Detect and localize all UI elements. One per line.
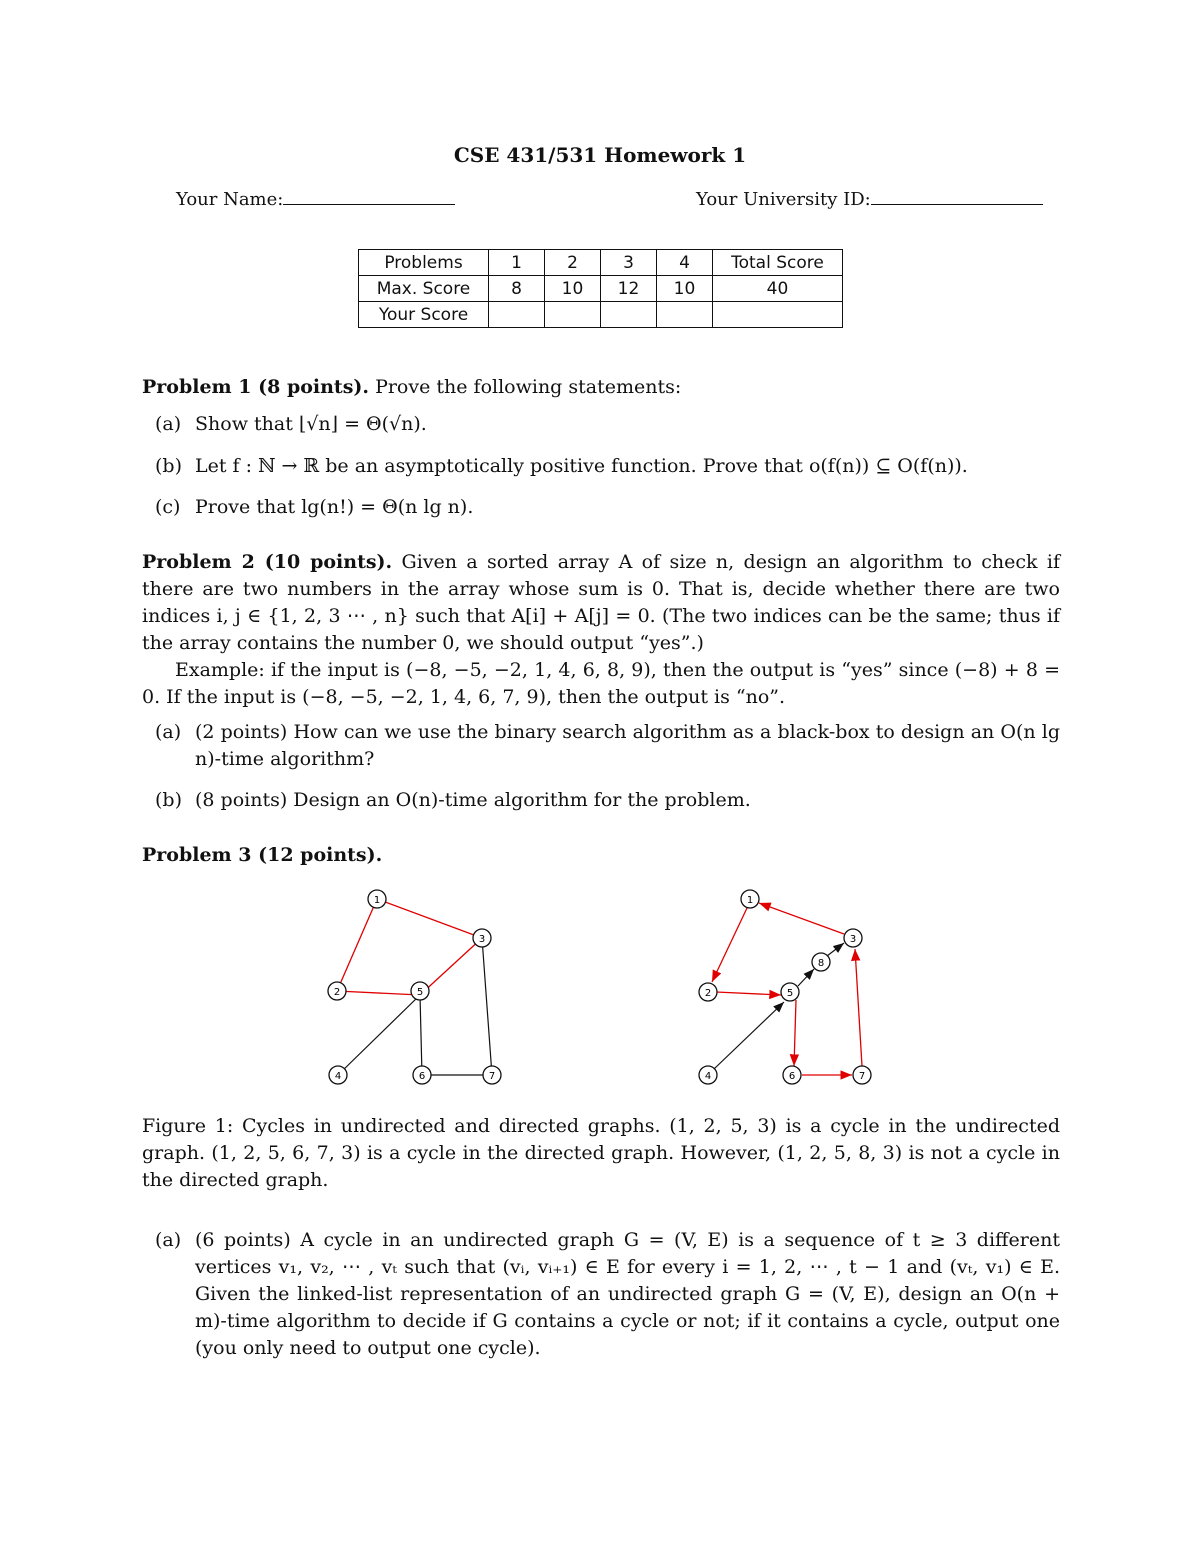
table-cell: 1 (489, 250, 545, 276)
item-label: (a) (155, 721, 182, 743)
node-label: 5 (786, 988, 794, 999)
table-cell: 2 (545, 250, 601, 276)
item-text: (8 points) Design an O(n)-time algorithm for the problem. (195, 789, 751, 811)
graph-node (699, 1066, 717, 1084)
name-field (176, 186, 455, 213)
edge-3-7 (482, 938, 492, 1075)
table-row-your-score (359, 302, 843, 328)
graph-node (329, 1066, 347, 1084)
table-cell: Your Score (359, 302, 489, 328)
table-cell: 10 (545, 276, 601, 302)
problem-3-heading: Problem 3 (12 points). (142, 844, 383, 866)
node-label: 8 (817, 958, 825, 969)
arc-1-2 (712, 908, 747, 982)
problem-1-heading-line (142, 374, 1060, 401)
arc-7-3 (855, 949, 862, 1066)
score-input-cell[interactable] (657, 302, 713, 328)
node-label: 3 (849, 934, 857, 945)
edge-1-2 (337, 899, 377, 991)
item-text: Prove that lg(n!) = Θ(n lg n). (195, 496, 474, 518)
table-cell: 12 (601, 276, 657, 302)
score-input-cell[interactable] (489, 302, 545, 328)
name-label: Your Name: (176, 189, 284, 210)
edge-5-4 (338, 995, 420, 1075)
directed-graph-figure (680, 880, 890, 1095)
arc-2-5 (716, 992, 781, 995)
score-input-cell[interactable] (545, 302, 601, 328)
graph-node (844, 929, 862, 947)
problem-2-body (142, 549, 1060, 657)
item-label: (a) (155, 1229, 182, 1251)
problem-2-text: Given a sorted array A of size n, design an algorithm to check if there are two numbers in the array whose sum is 0. That is, decide whether there are two indices i, j ∈ {1, 2, 3 ⋯ , n} such that A[i] + A[j] = 0. (The two indices can be the same; thus if the array contains the number 0, we should output “yes”.) (142, 551, 1060, 654)
table-row-problems (359, 250, 843, 276)
edge-2-5 (337, 991, 420, 995)
item-text: (6 points) A cycle in an undirected graph G = (V, E) is a sequence of t ≥ 3 different vertices v₁, v₂, ⋯ , vₜ such that (vᵢ, vᵢ₊₁) ∈ E for every i = 1, 2, ⋯ , t − 1 and (vₜ, v₁) ∈ E. Given the linked-list representation of an undirected graph G = (V, E), design an O(n + m)-time algorithm to decide if G contains a cycle or not; if it contains a cycle, output one (you only need to output one cycle). (195, 1229, 1060, 1359)
problem-3-heading-line (142, 842, 1060, 869)
edge-5-3 (420, 938, 482, 995)
score-input-cell[interactable] (713, 302, 843, 328)
graph-node (781, 983, 799, 1001)
table-cell: Total Score (713, 250, 843, 276)
university-id-blank[interactable] (871, 186, 1043, 205)
arc-4-5 (714, 1002, 784, 1069)
graph-node (328, 982, 346, 1000)
edge-1-3 (377, 899, 482, 938)
item-text: Let f : ℕ → ℝ be an asymptotically positive function. Prove that o(f(n)) ⊆ O(f(n)). (195, 455, 968, 477)
arc-5-8 (798, 969, 814, 986)
item-label: (b) (155, 789, 182, 811)
graph-node (483, 1066, 501, 1084)
figure-caption: Figure 1: Cycles in undirected and directed graphs. (1, 2, 5, 3) is a cycle in the undirected graph. (1, 2, 5, 6, 7, 3) is a cycle in the directed graph. However, (1, 2, 5, 8, 3) is not a cycle in the directed graph. (142, 1115, 1060, 1191)
undirected-graph-figure (310, 880, 520, 1095)
node-label: 7 (488, 1071, 496, 1082)
graph-node (741, 890, 759, 908)
graph-node (699, 983, 717, 1001)
node-label: 2 (333, 987, 341, 998)
table-cell: 4 (657, 250, 713, 276)
node-label: 3 (478, 934, 486, 945)
graph-node (473, 929, 491, 947)
node-label: 1 (746, 895, 754, 906)
graph-node (783, 1066, 801, 1084)
node-label: 2 (704, 988, 712, 999)
table-cell: 40 (713, 276, 843, 302)
table-row-max-score (359, 276, 843, 302)
edge-5-6 (420, 995, 422, 1075)
score-table (358, 249, 843, 328)
node-label: 4 (704, 1071, 712, 1082)
item-text: Show that ⌊√n⌋ = Θ(√n). (195, 413, 427, 435)
graph-node (413, 1066, 431, 1084)
node-label: 5 (416, 987, 424, 998)
table-cell: 8 (489, 276, 545, 302)
item-label: (b) (155, 455, 182, 477)
item-label: (c) (155, 496, 181, 518)
problem-1-heading: Problem 1 (8 points). (142, 376, 370, 398)
node-label: 7 (858, 1071, 866, 1082)
page-title: CSE 431/531 Homework 1 (453, 143, 747, 167)
node-label: 6 (788, 1071, 796, 1082)
graph-node (812, 953, 830, 971)
graph-node (411, 982, 429, 1000)
name-blank[interactable] (283, 186, 455, 205)
table-cell: Problems (359, 250, 489, 276)
arc-8-3 (827, 943, 844, 956)
arc-5-6 (794, 1000, 796, 1066)
graph-node (853, 1066, 871, 1084)
node-label: 1 (373, 895, 381, 906)
score-input-cell[interactable] (601, 302, 657, 328)
problem-1-intro: Prove the following statements: (375, 376, 682, 398)
graph-node (368, 890, 386, 908)
item-label: (a) (155, 413, 182, 435)
problem-2-heading: Problem 2 (10 points). (142, 551, 393, 573)
node-label: 6 (418, 1071, 426, 1082)
university-id-field (696, 186, 1043, 213)
problem-2-example: Example: if the input is (−8, −5, −2, 1, 4, 6, 8, 9), then the output is “yes” since (−8) + 8 = 0. If the input is (−8, −5, −2, 1, 4, 6, 7, 9), then the output is “no”. (142, 659, 1060, 708)
table-cell: Max. Score (359, 276, 489, 302)
university-id-label: Your University ID: (696, 189, 871, 210)
table-cell: 10 (657, 276, 713, 302)
arc-3-1 (759, 903, 844, 934)
table-cell: 3 (601, 250, 657, 276)
node-label: 4 (334, 1071, 342, 1082)
item-text: (2 points) How can we use the binary search algorithm as a black-box to design an O(n lg n)-time algorithm? (195, 721, 1060, 770)
